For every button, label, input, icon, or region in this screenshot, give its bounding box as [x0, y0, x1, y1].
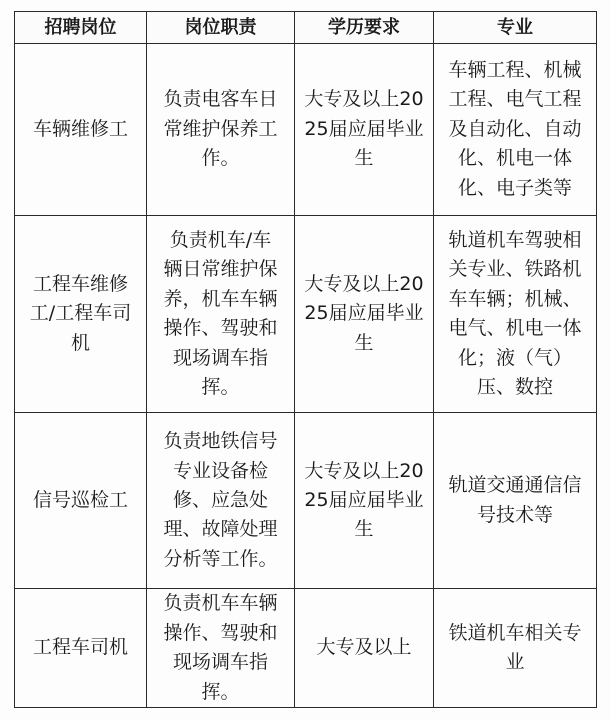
duty-cell	[147, 44, 295, 216]
duty-text: 负责电客车日常维护保养工作。	[163, 88, 278, 170]
major-cell	[434, 216, 597, 413]
education-text: 大专及以上	[316, 636, 412, 659]
post-name: 信号巡检工	[32, 488, 128, 511]
education-text: 大专及以上2025届应届毕业生	[304, 459, 424, 541]
recruitment-table	[14, 11, 597, 708]
major-cell	[434, 44, 597, 216]
duty-cell	[147, 216, 295, 413]
major-text: 车辆工程、机械工程、电气工程及自动化、自动化、机电一体化、电子类等	[448, 58, 582, 199]
duty-text: 负责机车/车辆日常维护保养，机车车辆操作、驾驶和现场调车指挥。	[163, 228, 278, 398]
major-cell	[434, 589, 597, 708]
major-cell	[434, 413, 597, 589]
post-name: 车辆维修工	[32, 117, 128, 140]
post-name: 工程车司机	[32, 636, 128, 659]
major-text: 轨道机车驾驶相关专业、铁路机车车辆；机械、电气、机电一体化；液（气）压、数控	[448, 228, 582, 398]
header-major: 专业	[434, 12, 597, 44]
education-cell	[295, 216, 434, 413]
duty-text: 负责机车车辆操作、驾驶和现场调车指挥。	[163, 592, 278, 703]
header-post: 招聘岗位	[15, 12, 147, 44]
header-duty: 岗位职责	[147, 12, 295, 44]
post-cell	[15, 589, 147, 708]
major-text: 轨道交通通信信号技术等	[448, 474, 582, 526]
duty-cell	[147, 589, 295, 708]
header-education: 学历要求	[295, 12, 434, 44]
education-text: 大专及以上2025届应届毕业生	[304, 272, 424, 354]
table-row	[15, 589, 597, 708]
table-row	[15, 413, 597, 589]
duty-text: 负责地铁信号专业设备检修、应急处理、故障处理分析等工作。	[163, 430, 278, 570]
post-cell	[15, 413, 147, 589]
duty-cell	[147, 413, 295, 589]
table-header-row	[15, 12, 597, 44]
post-cell	[15, 216, 147, 413]
table-row	[15, 216, 597, 413]
post-name: 工程车维修工/工程车司机	[29, 272, 132, 354]
table-row	[15, 44, 597, 216]
education-cell	[295, 413, 434, 589]
education-text: 大专及以上2025届应届毕业生	[304, 88, 424, 170]
major-text: 铁道机车相关专业	[448, 621, 582, 674]
post-cell	[15, 44, 147, 216]
education-cell	[295, 44, 434, 216]
education-cell	[295, 589, 434, 708]
